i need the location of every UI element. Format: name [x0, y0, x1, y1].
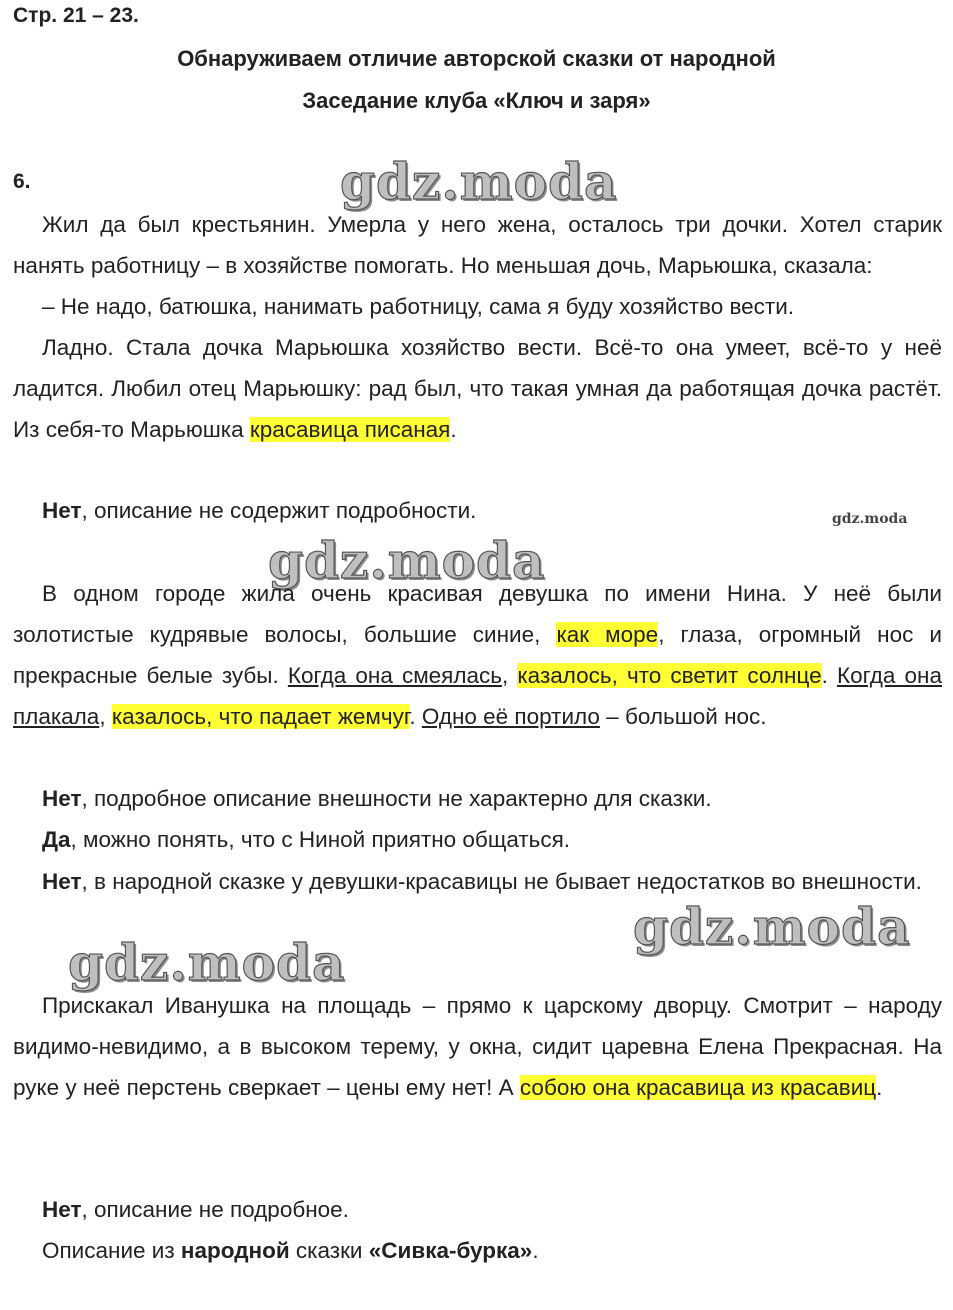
watermark-logo: gdz.moda	[340, 152, 618, 211]
text-segment: – большой нос.	[599, 704, 767, 729]
watermark-logo: gdz.moda	[68, 933, 346, 992]
answer-3	[42, 819, 570, 860]
watermark-logo-small: gdz.moda	[832, 511, 908, 527]
excerpt-3-text	[13, 985, 942, 1108]
text-segment: .	[450, 417, 457, 442]
watermark-logo: gdz.moda	[268, 531, 546, 590]
underlined-phrase: Одно её портило	[421, 704, 600, 729]
text-segment: .	[532, 1238, 539, 1263]
answer-text: , подробное описание внешности не характерно для сказки.	[81, 786, 712, 811]
answer-keyword: Нет	[42, 786, 82, 811]
underlined-phrase: Когда она плакала	[13, 663, 942, 729]
highlighted-phrase: казалось, что светит солнце	[517, 663, 822, 688]
text-segment: Описание из	[42, 1238, 181, 1263]
answer-keyword: Нет	[42, 869, 82, 894]
answer-keyword: Нет	[42, 1197, 82, 1222]
task-number: 6.	[13, 170, 31, 193]
answer-text: , в народной сказке у девушки-красавицы не бывает недостатков во внешности.	[81, 869, 922, 894]
excerpt-2-text	[13, 573, 942, 737]
answer-5	[42, 1189, 349, 1230]
excerpt-2	[13, 573, 942, 737]
excerpt-1-dialogue: – Не надо, батюшка, нанимать работницу, сама я буду хозяйство вести.	[42, 294, 795, 319]
underlined-phrase: Когда она смеялась	[287, 663, 502, 688]
answer-text: , описание не подробное.	[81, 1197, 349, 1222]
excerpt-1-sentence: Жил да был крестьянин. Умерла у него жена, осталось три дочки. Хотел старик нанять работницу – в хозяйстве помогать. Но меньшая дочь, Марьюшка, сказала:	[13, 212, 942, 278]
text-segment: .	[876, 1075, 883, 1100]
highlighted-phrase: казалось, что падает жемчуг	[111, 704, 410, 729]
text-segment: .	[409, 704, 422, 729]
watermark-logo: gdz.moda	[633, 897, 911, 956]
fairy-tale-title: «Сивка-бурка»	[368, 1238, 533, 1263]
bold-term: народной	[180, 1238, 290, 1263]
page-reference: Стр. 21 – 23.	[13, 4, 139, 27]
excerpt-1-description	[13, 327, 942, 450]
text-segment: Ладно. Стала дочка Марьюшка хозяйство вести. Всё-то она умеет, всё-то у неё ладится. Любил отец Марьюшку: рад был, что такая умная да работящая дочка растёт. Из себя-то Марьюшка	[13, 335, 942, 442]
excerpt-1	[13, 204, 942, 450]
text-segment: сказки	[289, 1238, 369, 1263]
answer-4	[13, 861, 942, 902]
answer-keyword: Да	[42, 827, 71, 852]
lesson-subtitle: Заседание клуба «Ключ и заря»	[302, 88, 651, 113]
text-segment: Прискакал Иванушка на площадь – прямо к царскому дворцу. Смотрит – народу видимо-невидимо, а в высоком терему, у окна, сидит царевна Елена Прекрасная. На руке у неё перстень сверкает – цены ему нет! А	[13, 993, 942, 1100]
highlighted-phrase: собою она красавица из красавиц	[519, 1075, 877, 1100]
answer-1	[42, 490, 476, 531]
answer-2	[42, 778, 712, 819]
text-segment: ,	[99, 704, 112, 729]
text-segment: В одном городе жила очень красивая девушка по имени Нина. У неё были золотистые кудрявые волосы, большие синие,	[13, 581, 942, 647]
answer-keyword: Нет	[42, 498, 82, 523]
highlighted-phrase: как море	[556, 622, 659, 647]
text-segment: .	[821, 663, 837, 688]
answer-6	[42, 1230, 539, 1271]
lesson-title: Обнаруживаем отличие авторской сказки от народной	[177, 46, 776, 71]
answer-text: , описание не содержит подробности.	[81, 498, 477, 523]
highlighted-phrase: красавица писаная	[249, 417, 451, 442]
text-segment: , глаза, огромный нос и прекрасные белые зубы.	[13, 622, 942, 688]
text-segment: ,	[501, 663, 518, 688]
excerpt-3	[13, 985, 942, 1108]
answer-text: , можно понять, что с Ниной приятно общаться.	[70, 827, 571, 852]
